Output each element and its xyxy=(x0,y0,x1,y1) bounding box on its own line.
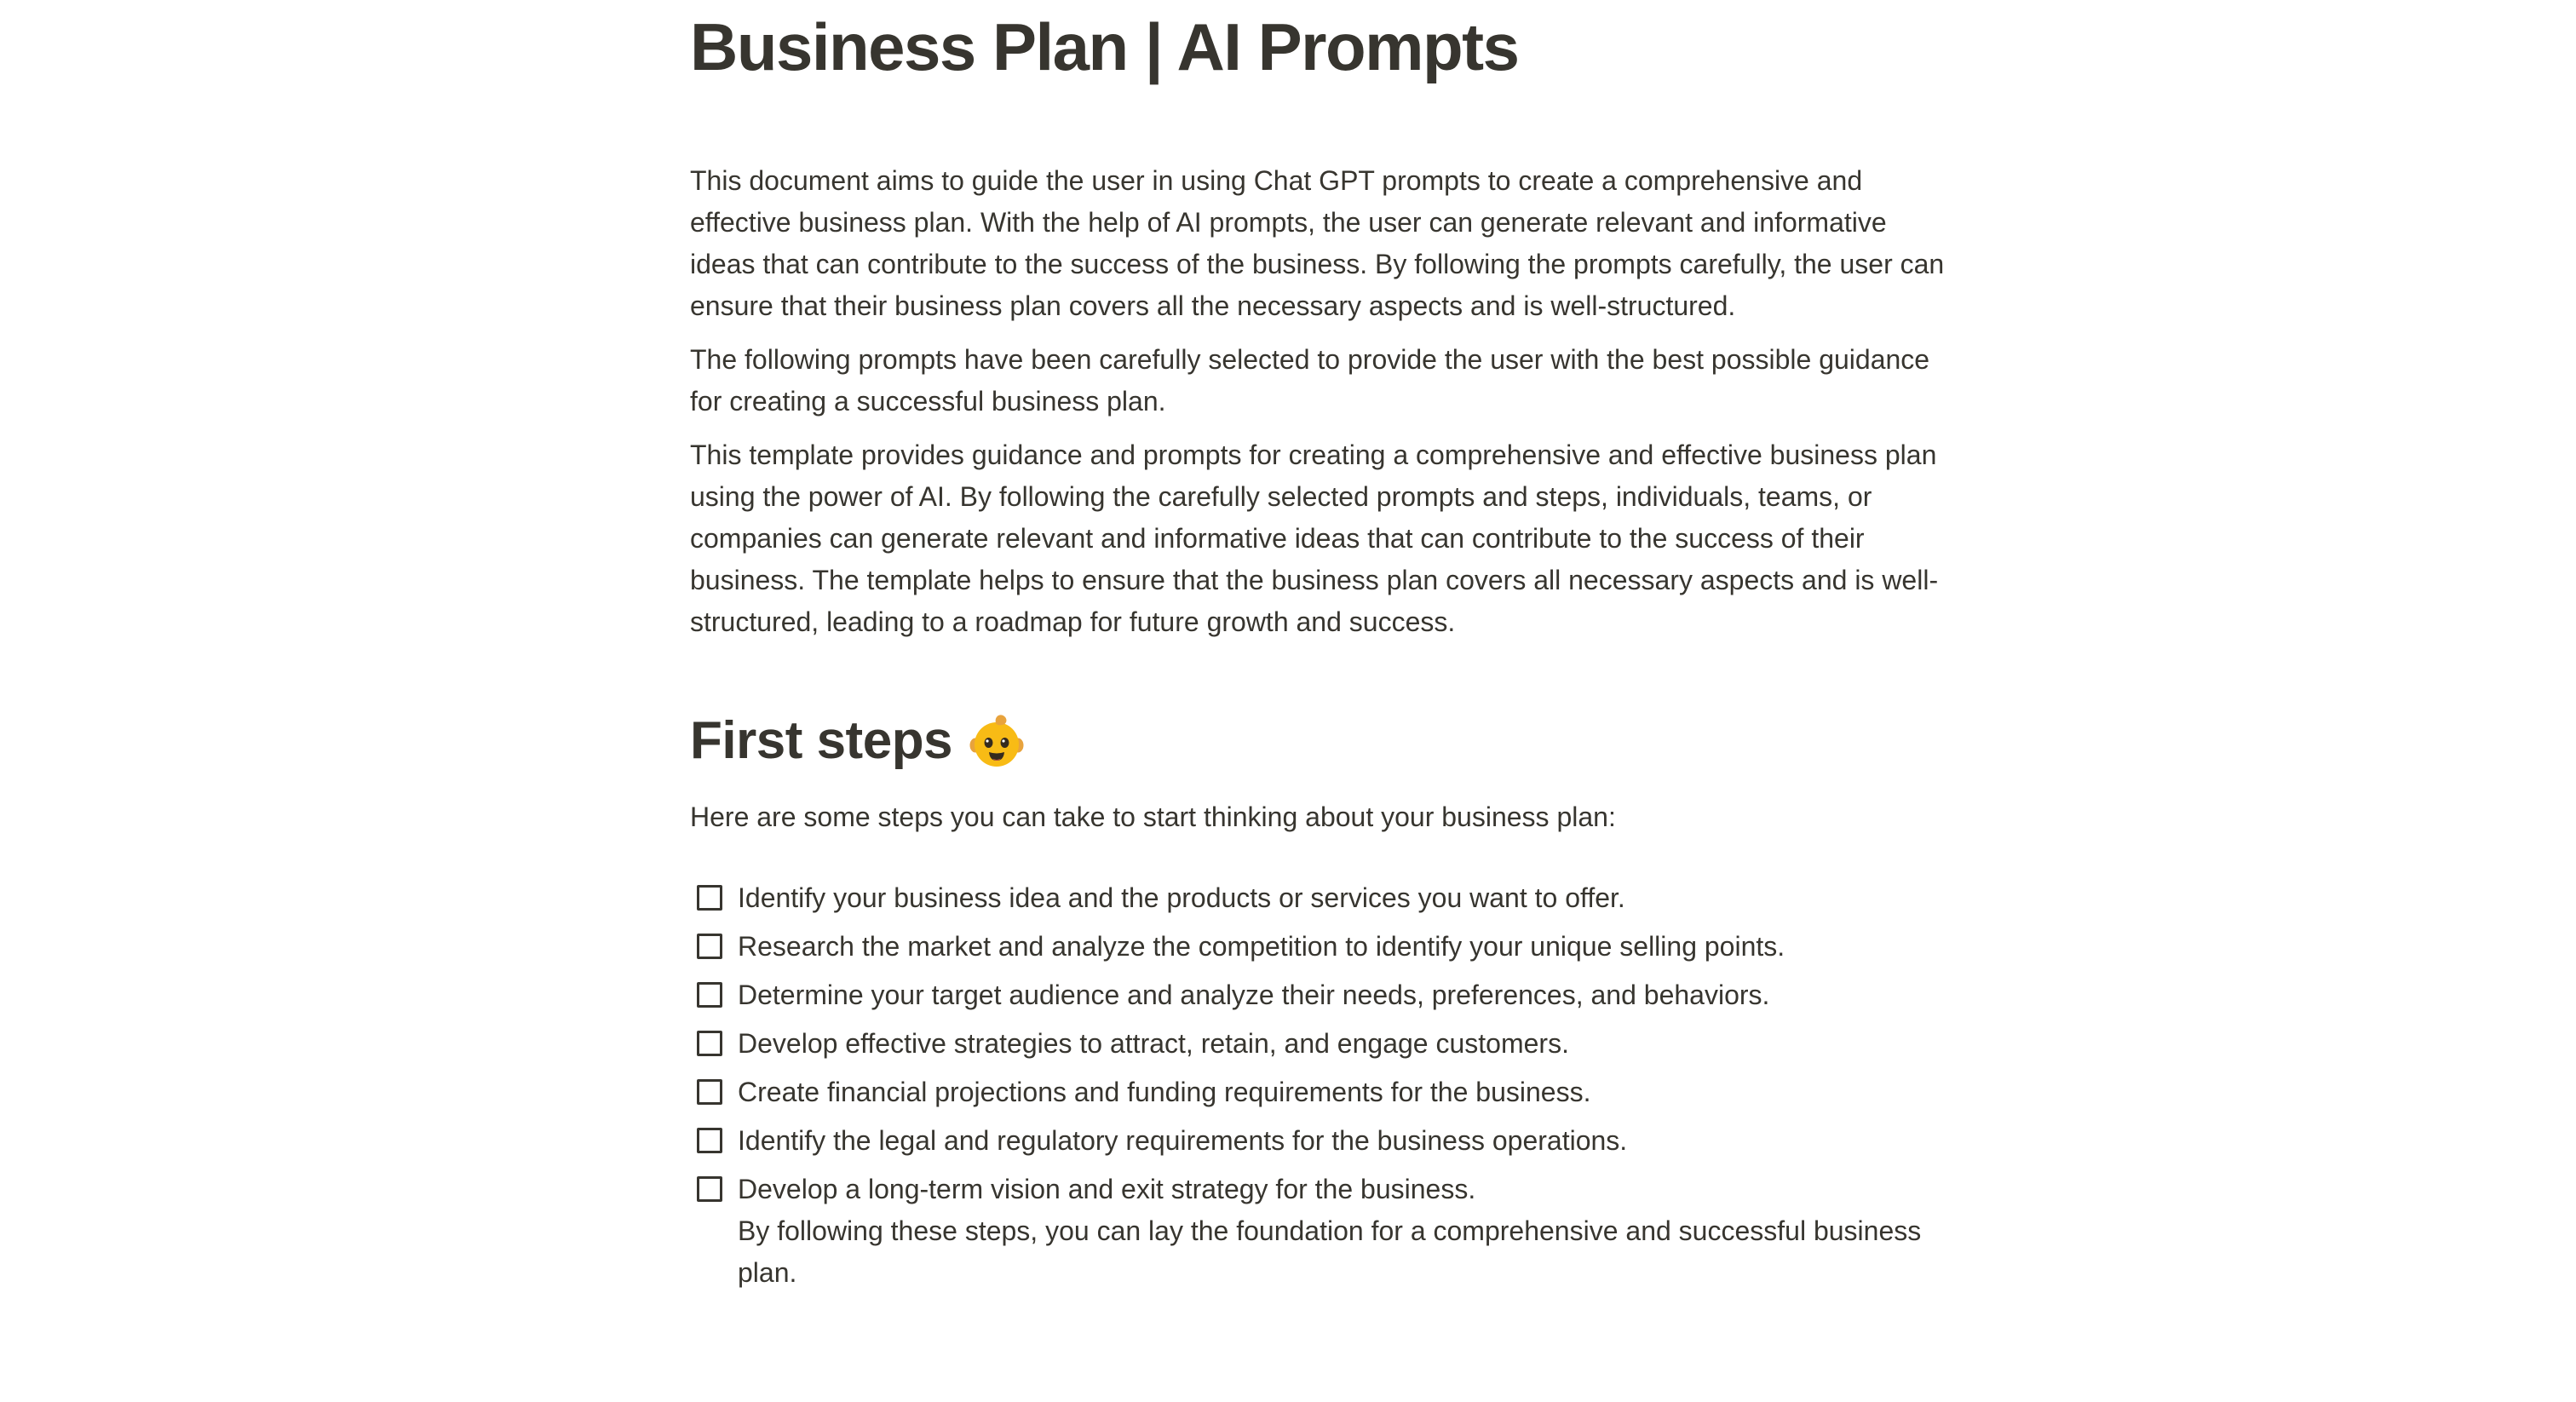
todo-item xyxy=(690,974,1953,1016)
todo-checkbox[interactable] xyxy=(697,1079,722,1105)
todo-item xyxy=(690,877,1953,919)
todo-checkbox[interactable] xyxy=(697,934,722,959)
todo-label: Research the market and analyze the competition to identify your unique selling points. xyxy=(738,931,1785,962)
todo-item xyxy=(690,1120,1953,1162)
todo-item xyxy=(690,926,1953,968)
todo-list xyxy=(690,877,1953,1294)
todo-label: Identify the legal and regulatory requirements for the business operations. xyxy=(738,1125,1628,1156)
todo-label: Develop a long-term vision and exit strategy for the business. xyxy=(738,1174,1476,1204)
document-page xyxy=(690,0,1953,1301)
page-title: Business Plan | AI Prompts xyxy=(690,9,1519,84)
todo-item xyxy=(690,1169,1953,1294)
todo-label: Develop effective strategies to attract, retain, and engage customers. xyxy=(738,1028,1569,1059)
section-lead: Here are some steps you can take to start thinking about your business plan: xyxy=(690,802,1616,832)
intro-paragraph: The following prompts have been carefully selected to provide the user with the best possible guidance for creating a successful business plan. xyxy=(690,344,1930,417)
todo-item xyxy=(690,1072,1953,1113)
todo-checkbox[interactable] xyxy=(697,885,722,911)
intro-section xyxy=(690,160,1953,643)
intro-paragraph: This document aims to guide the user in using Chat GPT prompts to create a comprehensive and effective business plan. With the help of AI prompts, the user can generate relevant and informative ideas that can contribute to the success of the business. By following the prompts carefully, the user can ensure that their business plan covers all the necessary aspects and is well-structured. xyxy=(690,165,1945,321)
todo-checkbox[interactable] xyxy=(697,982,722,1008)
section-heading-label: First steps xyxy=(690,711,953,770)
todo-note: By following these steps, you can lay the foundation for a comprehensive and successful business plan. xyxy=(738,1215,1922,1288)
todo-item xyxy=(690,1023,1953,1065)
baby-emoji-icon xyxy=(969,714,1024,768)
section-heading xyxy=(690,708,1953,774)
todo-label: Identify your business idea and the products or services you want to offer. xyxy=(738,882,1625,913)
todo-text-group xyxy=(738,1169,1953,1294)
intro-paragraph: This template provides guidance and prompts for creating a comprehensive and effective business plan using the power of AI. By following the carefully selected prompts and steps, individuals, teams, or companies can generate relevant and informative ideas that can contribute to the success of their business. The template helps to ensure that the business plan covers all necessary aspects and is well-structured, leading to a roadmap for future growth and success. xyxy=(690,440,1939,637)
todo-checkbox[interactable] xyxy=(697,1031,722,1056)
todo-checkbox[interactable] xyxy=(697,1176,722,1202)
todo-label: Determine your target audience and analyze their needs, preferences, and behaviors. xyxy=(738,980,1770,1010)
todo-checkbox[interactable] xyxy=(697,1128,722,1153)
todo-label: Create financial projections and funding requirements for the business. xyxy=(738,1077,1591,1107)
